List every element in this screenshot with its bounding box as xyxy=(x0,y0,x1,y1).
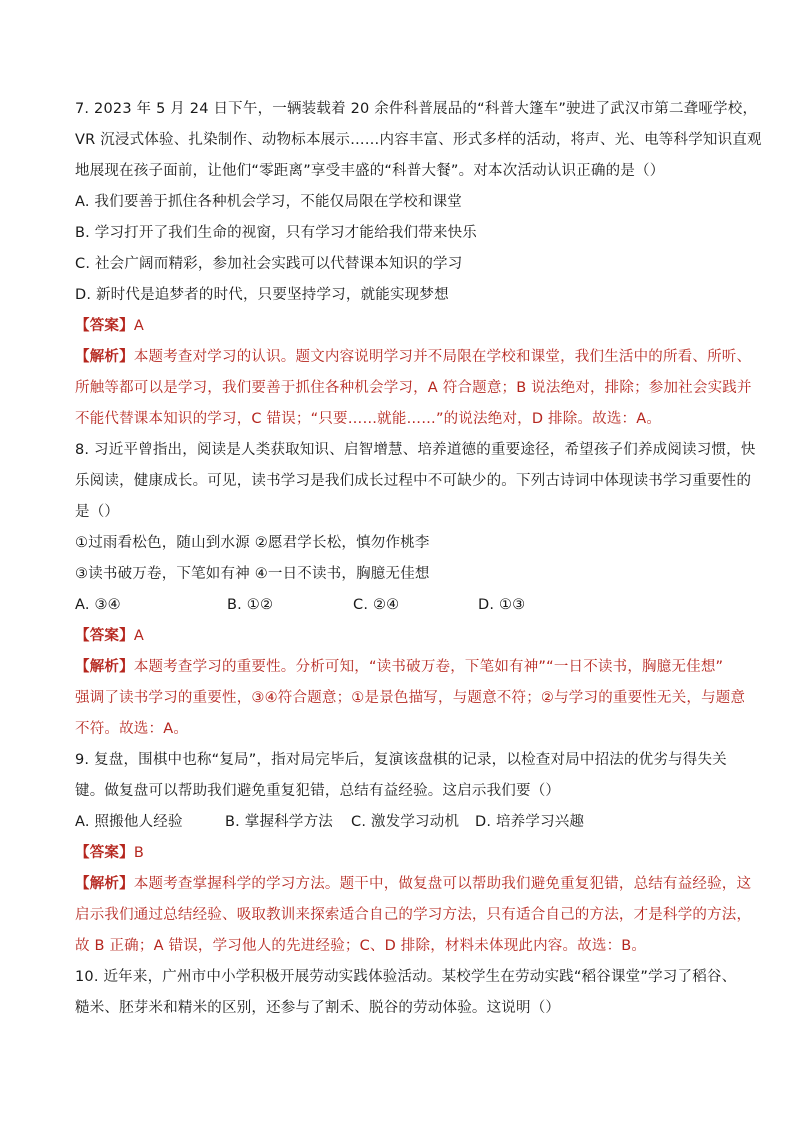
question-text-line: 10. 近年来，广州市中小学积极开展劳动实践体验活动。某校学生在劳动实践“稻谷课堂”学习了稻谷、 xyxy=(75,969,737,985)
answer-tag: 【答案】 xyxy=(75,628,134,644)
analysis-line: 故 B 正确；A 错误，学习他人的先进经验；C、D 排除，材料未体现此内容。故选：B。 xyxy=(75,938,647,954)
analysis-tag: 【解析】 xyxy=(75,876,134,892)
question-7 xyxy=(75,99,762,429)
poem-items-line: ③读书破万卷，下笔如有神 ④一日不读书，胸臆无佳想 xyxy=(75,566,430,582)
option-a: A. 我们要善于抓住各种机会学习，不能仅局限在学校和课堂 xyxy=(75,194,462,210)
analysis-line: 强调了读书学习的重要性，③④符合题意；①是景色描写，与题意不符；②与学习的重要性无关，与题意 xyxy=(75,690,746,706)
answer-line xyxy=(75,843,725,863)
answer-tag: 【答案】 xyxy=(75,845,134,861)
option-a: A. 照搬他人经验 xyxy=(75,814,183,830)
question-text-line: 地展现在孩子面前，让他们“零距离”享受丰盛的“科普大餐”。对本次活动认识正确的是（） xyxy=(75,163,665,179)
question-10 xyxy=(75,967,737,1018)
analysis-line: 不能代替课本知识的学习，C 错误；“只要……就能……”的说法绝对，D 排除。故选：A。 xyxy=(75,411,662,427)
analysis-text: 本题考查掌握科学的学习方法。题干中，做复盘可以帮助我们避免重复犯错，总结有益经验，这 xyxy=(133,876,752,892)
option-d: D. ①③ xyxy=(478,597,526,613)
option-a: A. ③④ xyxy=(75,597,121,613)
answer-value: B xyxy=(133,845,144,861)
answer-line xyxy=(75,626,725,646)
answer-value: A xyxy=(133,628,144,644)
question-9 xyxy=(75,750,752,956)
option-d: D. 新时代是追梦者的时代，只要坚持学习，就能实现梦想 xyxy=(75,287,449,303)
analysis-line xyxy=(75,874,752,894)
question-text-line: 糙米、胚芽米和精米的区别，还参与了割禾、脱谷的劳动体验。这说明（） xyxy=(75,1000,561,1016)
question-text-line: 键。做复盘可以帮助我们避免重复犯错，总结有益经验。这启示我们要（） xyxy=(75,783,561,799)
analysis-line: 所触等都可以是学习，我们要善于抓住各种机会学习，A 符合题意；B 说法绝对，排除；参加社会实践并 xyxy=(75,380,752,396)
question-text-line: 8. 习近平曾指出，阅读是人类获取知识、启智增慧、培养道德的重要途径，希望孩子们养成阅读习惯，快 xyxy=(75,442,756,458)
analysis-tag: 【解析】 xyxy=(75,349,134,365)
answer-tag: 【答案】 xyxy=(75,318,134,334)
option-b: B. ①② xyxy=(227,597,274,613)
option-b: B. 掌握科学方法 xyxy=(225,814,333,830)
analysis-line: 不符。故选：A。 xyxy=(75,721,189,737)
question-text-line: 乐阅读，健康成长。可见，读书学习是我们成长过程中不可缺少的。下列古诗词中体现读书学习重要性的 xyxy=(75,473,752,489)
analysis-text: 本题考查学习的重要性。分析可知，“读书破万卷，下笔如有神”“一日不读书，胸臆无佳想” xyxy=(133,659,724,675)
options-row xyxy=(75,595,725,615)
option-c: C. 激发学习动机 xyxy=(351,814,460,830)
question-text-line: 是（） xyxy=(75,504,120,520)
question-text-line: VR 沉浸式体验、扎染制作、动物标本展示……内容丰富、形式多样的活动，将声、光、电等科学知识直观 xyxy=(75,132,762,148)
question-text-line: 9. 复盘，围棋中也称“复局”，指对局完毕后，复演该盘棋的记录，以检查对局中招法的优劣与得失关 xyxy=(75,752,727,768)
analysis-line: 启示我们通过总结经验、吸取教训来探索适合自己的学习方法，只有适合自己的方法，才是科学的方法， xyxy=(75,907,752,923)
option-c: C. 社会广阔而精彩，参加社会实践可以代替课本知识的学习 xyxy=(75,256,463,272)
question-text-line: 7. 2023 年 5 月 24 日下午，一辆装载着 20 余件科普展品的“科普大篷车”驶进了武汉市第二聋哑学校， xyxy=(75,101,758,117)
option-d: D. 培养学习兴趣 xyxy=(475,814,585,830)
answer-line xyxy=(75,316,725,336)
analysis-text: 本题考查对学习的认识。题文内容说明学习并不局限在学校和课堂，我们生活中的所看、所听、 xyxy=(133,349,752,365)
answer-value: A xyxy=(133,318,144,334)
option-c: C. ②④ xyxy=(353,597,400,613)
page-content xyxy=(75,99,762,1029)
option-b: B. 学习打开了我们生命的视窗，只有学习才能给我们带来快乐 xyxy=(75,225,477,241)
analysis-tag: 【解析】 xyxy=(75,659,134,675)
options-row xyxy=(75,812,725,832)
poem-items-line: ①过雨看松色，随山到水源 ②愿君学长松，慎勿作桃李 xyxy=(75,535,430,551)
question-8 xyxy=(75,440,756,739)
analysis-line xyxy=(75,657,725,677)
analysis-line xyxy=(75,347,752,367)
